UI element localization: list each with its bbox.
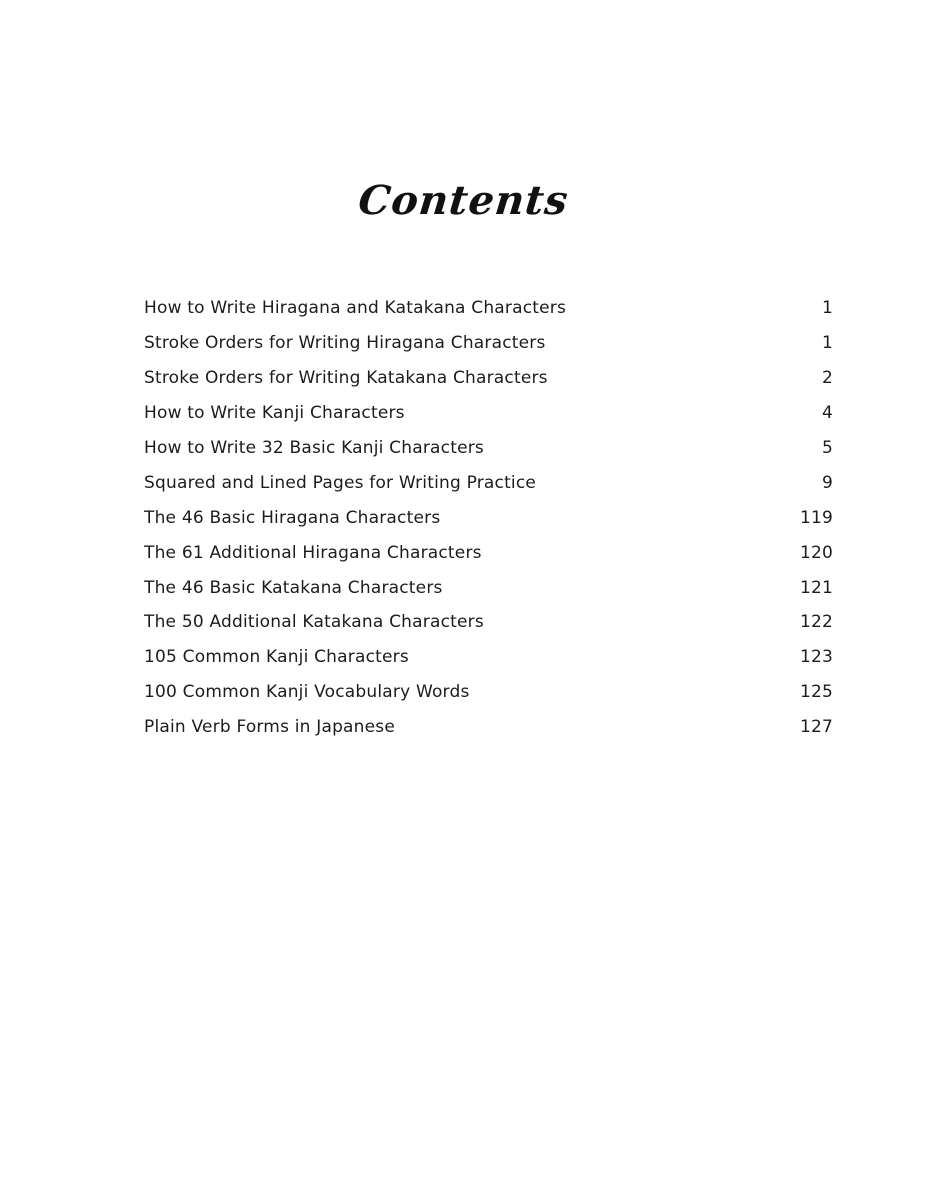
toc-entry-title: Plain Verb Forms in Japanese [144, 717, 396, 738]
toc-entry-page: 119 [799, 507, 833, 528]
toc-entry-page: 122 [799, 612, 833, 633]
toc-entry-title: How to Write Kanji Characters [144, 403, 405, 424]
toc-entry[interactable] [144, 570, 833, 605]
toc-entry-page: 9 [821, 472, 833, 493]
toc-entry-page: 1 [821, 333, 833, 354]
toc-entry[interactable] [144, 675, 833, 710]
toc-entry-title: 100 Common Kanji Vocabulary Words [144, 682, 470, 703]
toc-entry[interactable] [144, 465, 833, 500]
toc-entry-page: 1 [821, 298, 833, 319]
toc-entry-title: How to Write 32 Basic Kanji Characters [144, 438, 484, 458]
toc-entry-page: 2 [821, 368, 833, 389]
toc-entry-page: 121 [799, 577, 833, 598]
toc-entry[interactable] [144, 640, 833, 675]
toc-entry-page: 125 [799, 682, 833, 703]
page-title: Contents [356, 176, 571, 224]
toc-entry-title: Stroke Orders for Writing Hiragana Characters [144, 333, 546, 354]
toc-entry-title: The 46 Basic Hiragana Characters [144, 507, 441, 528]
toc-entry-title: How to Write Hiragana and Katakana Characters [144, 298, 567, 319]
toc-entry[interactable] [144, 500, 833, 535]
toc-entry-page: 4 [821, 403, 833, 424]
table-of-contents [144, 291, 833, 745]
toc-entry[interactable] [144, 326, 833, 361]
toc-entry-page: 120 [799, 542, 833, 563]
toc-entry[interactable] [144, 535, 833, 570]
toc-entry[interactable] [144, 431, 833, 466]
toc-entry[interactable] [144, 361, 833, 396]
toc-entry[interactable] [144, 291, 833, 326]
toc-entry-page: 127 [799, 717, 833, 738]
toc-entry[interactable] [144, 605, 833, 640]
toc-entry-page: 123 [799, 647, 833, 668]
toc-entry[interactable] [144, 396, 833, 431]
toc-entry-title: 105 Common Kanji Characters [144, 647, 409, 668]
toc-entry-title: The 46 Basic Katakana Characters [144, 577, 443, 598]
toc-entry[interactable] [144, 710, 833, 745]
toc-entry-title: Squared and Lined Pages for Writing Practice [144, 472, 537, 493]
toc-entry-title: The 50 Additional Katakana Characters [144, 612, 484, 633]
toc-entry-title: The 61 Additional Hiragana Characters [144, 542, 482, 563]
toc-entry-title: Stroke Orders for Writing Katakana Characters [144, 368, 548, 389]
toc-entry-page: 5 [821, 438, 833, 458]
